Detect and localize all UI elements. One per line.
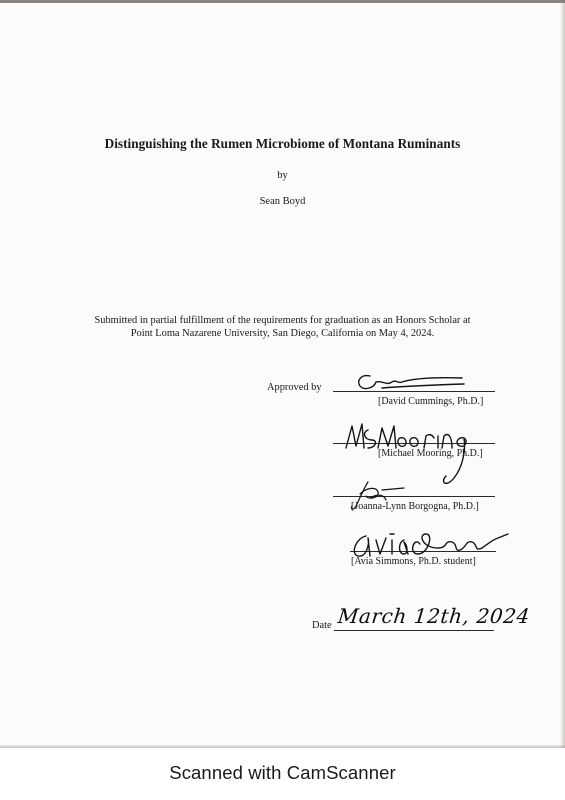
by-line: by xyxy=(277,170,288,181)
scanner-watermark: Scanned with CamScanner xyxy=(169,762,396,783)
author-name: Sean Boyd xyxy=(259,196,306,207)
submission-statement xyxy=(30,314,535,340)
scan-edge-top xyxy=(0,0,565,3)
statement-line-2: Point Loma Nazarene University, San Diego, California on May 4, 2024. xyxy=(130,328,435,339)
date-value: March 12th, 2024 xyxy=(336,604,532,628)
scan-edge-bottom xyxy=(0,745,565,748)
scan-edge-right xyxy=(560,0,565,748)
signature-cummings xyxy=(352,366,472,396)
signer-name-2: [Michael Mooring, Ph.D.] xyxy=(378,448,483,459)
signer-name-3: [Joanna-Lynn Borgogna, Ph.D.] xyxy=(351,501,479,512)
date-line xyxy=(334,630,494,631)
statement-line-1: Submitted in partial fulfillment of the requirements for graduation as an Honors Scholar at xyxy=(94,315,471,326)
thesis-title: Distinguishing the Rumen Microbiome of Montana Ruminants xyxy=(104,136,461,151)
approved-by-label: Approved by xyxy=(267,382,322,393)
signer-name-4: [Avia Simmons, Ph.D. student] xyxy=(351,556,476,567)
signer-name-1: [David Cummings, Ph.D.] xyxy=(378,396,484,407)
date-label: Date xyxy=(312,620,332,631)
